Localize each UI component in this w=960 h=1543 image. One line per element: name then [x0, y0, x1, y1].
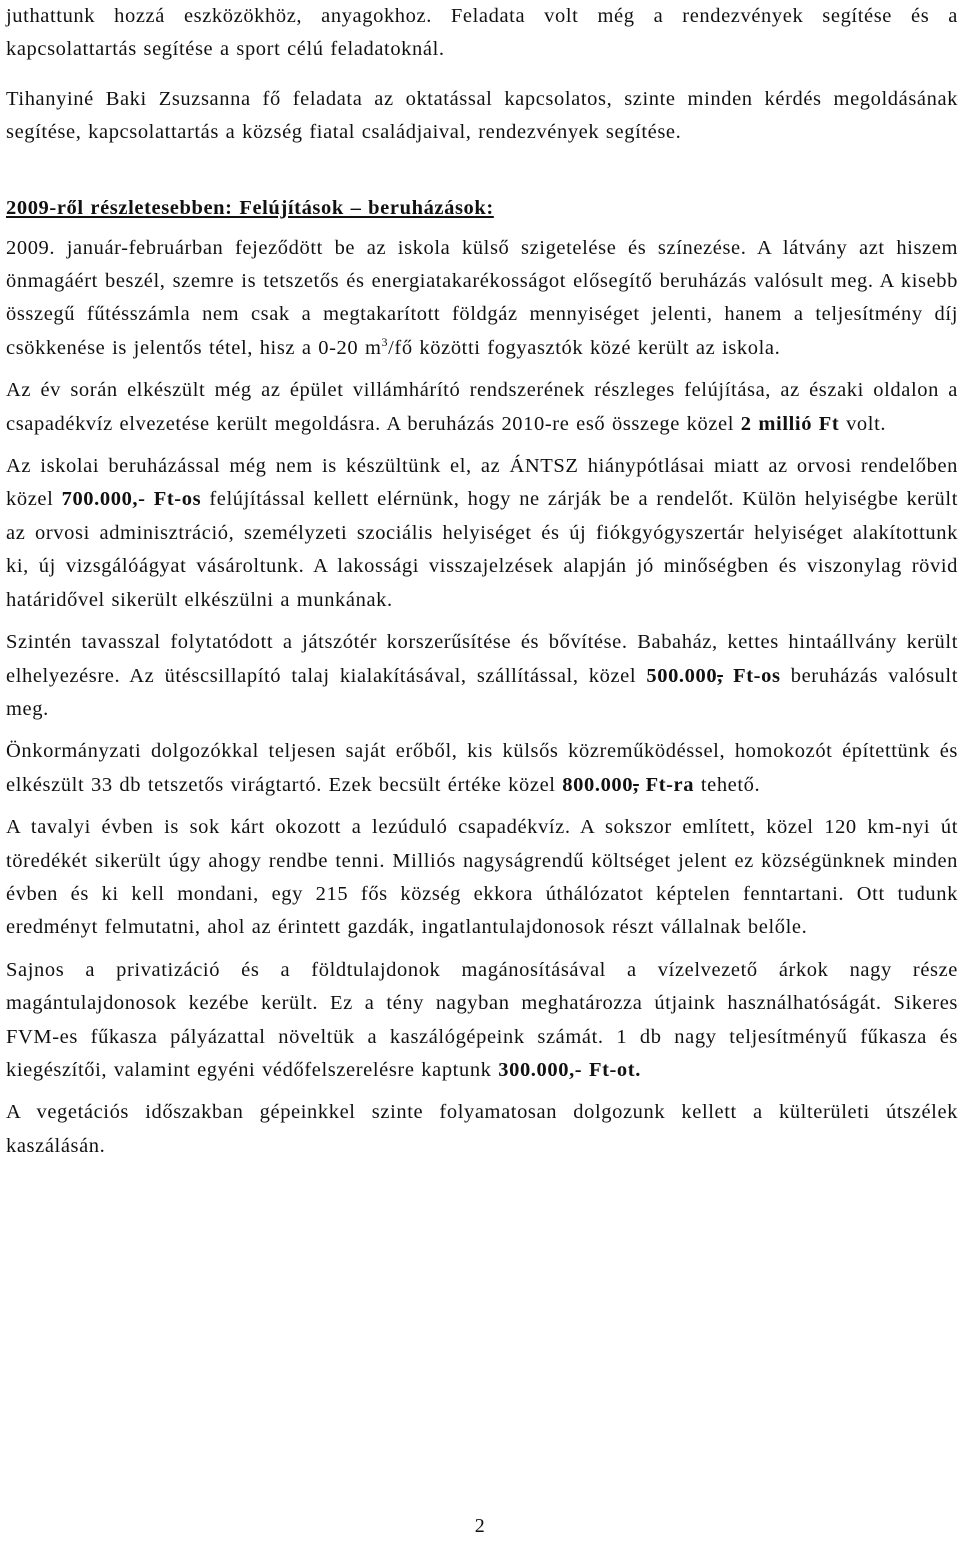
paragraph-csapadekviz: A tavalyi évben is sok kárt okozott a lezúduló csapadékvíz. A sokszor említett, közel 120 km-nyi út töredékét sikerült úgy ahogy rendbe tenni. Milliós nagyságrendű költséget jelent ez községünknek minden évben és ki kell mondani, egy 215 fős község ekkora úthálózatot képtelen fenntartani. Ott tudunk eredményt felmutatni, ahol az érintett gazdák, ingatlantulajdonosok részt vállalnak belőle. [6, 816, 958, 939]
page-number: 2 [474, 1515, 486, 1537]
paragraph-privatizacio: Sajnos a privatizáció és a földtulajdonok magánosításával a vízelvezető árkok nagy része magántulajdonosok kezébe került. Ez a tény nagyban meghatározza útjaink használhatóságát. Sikeres FVM-es fűkasza pályázattal növeltük a kaszálógépeink számát. 1 db nagy teljesítményű fűkasza és kiegészítői, valamint egyéni védőfelszerelésre kaptunk 300.000,- Ft-ot. [6, 958, 958, 1081]
amount-2-millio: 2 millió Ft [740, 412, 840, 435]
paragraph-iskola-szigeteles: 2009. január-februárban fejeződött be az iskola külső szigetelése és színezése. A látvány azt hiszem önmagáért beszél, szemre is tetszetős és energiatakarékosságot elősegítő beruházás valósult meg. A kisebb összegű fűtésszámla nem csak a megtakarított földgáz mennyiséget jelenti, hanem a teljesítmény díj csökkenése is jelentős tétel, hisz a 0-20 $m^3/fő$ közötti fogyasztók közé került az iskola. [6, 236, 958, 359]
section-heading: 2009-ről részletesebben: Felújítások – beruházások: [6, 196, 494, 219]
document-page [6, 0, 958, 1163]
paragraph-jatszoter: Szintén tavasszal folytatódott a játszótér korszerűsítése és bővítése. Babaház, kettes hintaállvány került elhelyezésre. Az ütéscsillapító talaj kialakításával, szállítással, közel 500.000, Ft-os beruházás valósult meg. [6, 631, 959, 720]
paragraph-vegetacio: A vegetációs időszakban gépeinkkel szinte folyamatosan dolgozunk kellett a külterületi útszélek kaszálásán. [6, 1101, 958, 1157]
amount-500000: 500.000, Ft-os [646, 664, 781, 687]
amount-300000: 300.000,- Ft-ot. [498, 1058, 641, 1081]
amount-700000: 700.000,- Ft-os [61, 488, 202, 511]
paragraph-tihanyine: Tihanyiné Baki Zsuzsanna fő feladata az oktatással kapcsolatos, szinte minden kérdés megoldásának segítése, kapcsolattartás a község fiatal családjaival, rendezvények segítése. [6, 87, 958, 144]
paragraph-intro-continued: juthattunk hozzá eszközökhöz, anyagokhoz. Feladata volt még a rendezvények segítése és a kapcsolattartás segítése a sport célú feladatoknál. [6, 5, 958, 61]
paragraph-homokozo: Önkormányzati dolgozókkal teljesen saját erőből, kis külsős közreműködéssel, homokozót építettünk és elkészült 33 db tetszetős virágtartó. Ezek becsült értéke közel 800.000, Ft-ra tehető. [6, 740, 958, 796]
paragraph-villamharito: Az év során elkészült még az épület villámhárító rendszerének részleges felújítása, az északi oldalon a csapadékvíz elvezetése került megoldásra. A beruházás 2010-re eső összege közel 2 millió Ft volt. [6, 379, 958, 435]
paragraph-orvosi-rendelo: Az iskolai beruházással még nem is készültünk el, az ÁNTSZ hiánypótlásai miatt az orvosi rendelőben közel 700.000,- Ft-os felújítással kellett elérnünk, hogy ne zárják be a rendelőt. Külön helyiségbe került az orvosi adminisztráció, személyzeti szociális helyiséget és új fiókgyógyszertár helyiséget alakítottunk ki, új vizsgálóágyat vásároltunk. A lakossági visszajelzések alapján jó minőségben és viszonylag rövid határidővel sikerült elkészülni a munkának. [6, 455, 958, 611]
superscript-3: 3 [381, 335, 389, 350]
amount-800000: 800.000, Ft-ra [562, 773, 695, 796]
